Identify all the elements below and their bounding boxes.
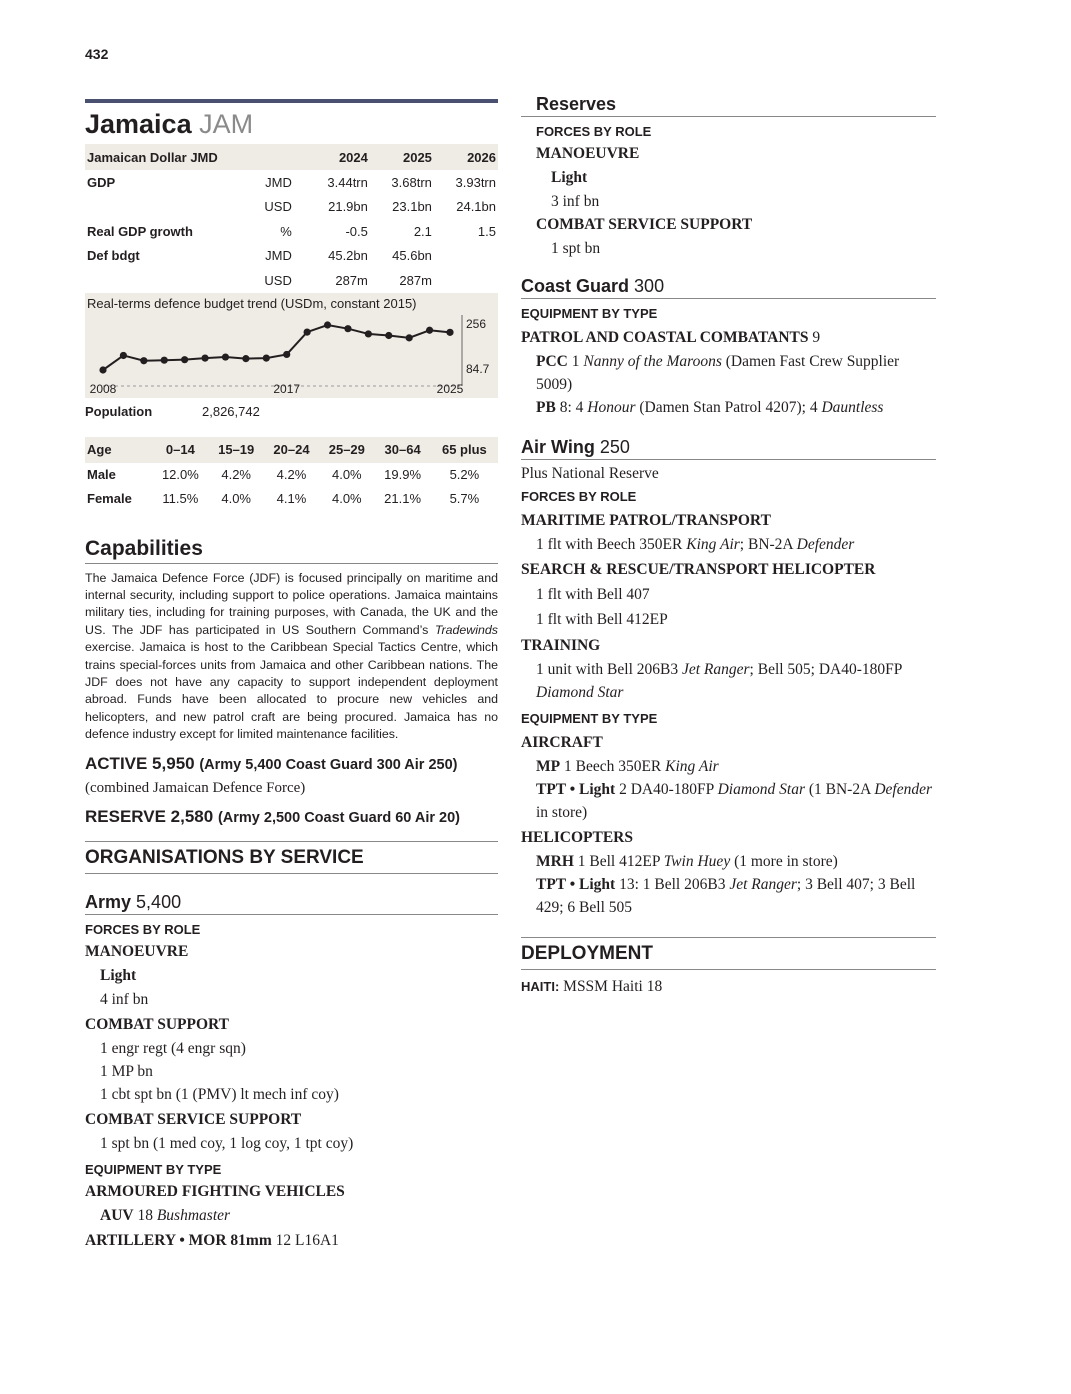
- unit-item: [521, 658, 936, 704]
- category: MARITIME PATROL/TRANSPORT: [521, 512, 771, 529]
- unit-text: ; BN-2A: [739, 536, 793, 553]
- deployment-country: HAITI:: [521, 979, 560, 994]
- capabilities-text-part: The Jamaica Defence Force (JDF) is focused principally on maritime and internal security, including support to police operations. Jamaica maintains military ties, including for training purposes, with Canada, the UK and the US. The JDF has participated in US Southern Command’s: [85, 570, 498, 637]
- service-name: Army: [85, 891, 132, 912]
- data-point: [263, 354, 270, 361]
- reserve-strength: [85, 807, 498, 827]
- y-tick-label: 256: [466, 316, 487, 331]
- service-name: Air Wing: [521, 437, 595, 457]
- equipment-type: PCC: [536, 353, 568, 370]
- coast-guard-heading: [521, 276, 936, 299]
- page-number: 432: [85, 46, 109, 62]
- equipment-detail: ; 3 Bell 407; 3 Bell 429; 6 Bell 505: [536, 876, 916, 916]
- equipment-by-type: EQUIPMENT BY TYPE: [521, 306, 658, 321]
- category-count: 9: [812, 329, 821, 346]
- series-line: [103, 325, 450, 370]
- data-point: [242, 355, 249, 362]
- econ-value: 3.44trn: [327, 174, 368, 190]
- y-tick-label: 84.7: [466, 361, 490, 376]
- category: COMBAT SERVICE SUPPORT: [85, 1110, 302, 1128]
- age-cell: 4.0%: [331, 467, 362, 482]
- equipment-item: [521, 850, 936, 873]
- econ-label: [85, 195, 243, 220]
- forces-by-role: FORCES BY ROLE: [536, 124, 652, 139]
- equipment-detail: 12 L16A1: [275, 1231, 339, 1249]
- economic-table: [85, 144, 498, 293]
- service-strength: 250: [599, 437, 630, 457]
- age-header: 15–19: [209, 437, 264, 463]
- equipment-detail: in store): [536, 804, 588, 821]
- subcategory: Light: [100, 966, 137, 984]
- age-cell: 4.0%: [221, 491, 251, 506]
- age-cell: 4.0%: [331, 491, 362, 506]
- country-code: JAM: [199, 109, 254, 139]
- equipment-type: AUV: [100, 1206, 134, 1224]
- econ-row: [85, 268, 498, 293]
- category: TRAINING: [521, 637, 601, 654]
- unit-item: 1 spt bn: [551, 240, 601, 257]
- data-point: [201, 354, 208, 361]
- left-column: [85, 99, 498, 1253]
- country-header-bar: [85, 99, 498, 103]
- category: MANOEUVRE: [536, 145, 640, 162]
- age-cell: 19.9%: [384, 467, 422, 482]
- equipment-item: [521, 396, 936, 419]
- econ-value: 23.1bn: [392, 199, 432, 215]
- category: SEARCH & RESCUE/TRANSPORT HELICOPTER: [521, 561, 876, 578]
- org-heading: ORGANISATIONS BY SERVICE: [85, 841, 498, 874]
- equipment-name: Diamond Star: [536, 684, 624, 701]
- age-cell: 11.5%: [162, 491, 199, 506]
- right-column: [521, 94, 936, 996]
- age-header-row: [85, 437, 498, 463]
- equipment-name: King Air: [686, 536, 740, 553]
- service-strength: 300: [634, 276, 665, 296]
- equipment-by-type: EQUIPMENT BY TYPE: [521, 711, 658, 726]
- data-point: [365, 330, 372, 337]
- unit-item: 3 inf bn: [551, 193, 600, 210]
- equipment-detail: (Damen Fast Crew Supplier 5009): [536, 353, 900, 393]
- reserve-total: RESERVE 2,580: [85, 806, 214, 826]
- unit-text: ; Bell 505; DA40-180FP: [749, 661, 902, 678]
- econ-label: GDP: [87, 174, 116, 190]
- data-point: [120, 351, 127, 358]
- equipment-type: MRH: [536, 853, 574, 870]
- equipment-name: King Air: [665, 758, 719, 775]
- age-cell: 5.2%: [449, 467, 480, 482]
- population-row: [85, 398, 498, 426]
- country-name: Jamaica: [85, 109, 192, 139]
- age-cell: 21.1%: [384, 491, 422, 506]
- age-cell: 4.1%: [276, 491, 307, 506]
- capabilities-heading: Capabilities: [85, 537, 498, 564]
- econ-row: [85, 244, 498, 269]
- equipment-detail: 2 DA40-180FP: [619, 781, 714, 798]
- x-tick-label: 2017: [273, 381, 301, 396]
- category: [85, 1229, 498, 1253]
- population-value: 2,826,742: [202, 403, 260, 419]
- econ-unit: JMD: [265, 174, 292, 190]
- unit-item: 4 inf bn: [100, 990, 149, 1008]
- deployment-entry: [521, 978, 936, 996]
- equipment-name: Bushmaster: [156, 1206, 231, 1224]
- active-total: ACTIVE 5,950: [85, 753, 195, 773]
- econ-value: -0.5: [345, 223, 368, 239]
- econ-value: 3.68trn: [391, 174, 432, 190]
- forces-by-role: FORCES BY ROLE: [85, 921, 201, 937]
- forces-by-role: FORCES BY ROLE: [521, 489, 637, 504]
- unit-text: 1 unit with Bell 206B3: [536, 661, 679, 678]
- chart-title: Real-terms defence budget trend (USDm, constant 2015): [87, 295, 417, 311]
- subcategory: Light: [551, 169, 588, 186]
- data-point: [446, 328, 453, 335]
- econ-value: 24.1bn: [456, 199, 496, 215]
- econ-currency: Jamaican Dollar JMD: [85, 144, 306, 170]
- equipment-detail: 1 Beech 350ER: [563, 758, 662, 775]
- econ-row: [85, 219, 498, 244]
- equipment-name: Dauntless: [821, 399, 884, 416]
- age-header: 65 plus: [431, 437, 498, 463]
- age-row-male: [85, 463, 498, 487]
- army-heading: [85, 892, 498, 915]
- equipment-type: PB: [536, 399, 556, 416]
- econ-value: 45.6bn: [392, 248, 432, 264]
- unit-item: [521, 533, 936, 556]
- data-point: [324, 321, 331, 328]
- equipment-count: 18: [137, 1206, 153, 1224]
- unit-item: 1 spt bn (1 med coy, 1 log coy, 1 tpt coy): [100, 1134, 354, 1152]
- active-strength: [85, 754, 498, 774]
- data-point: [304, 328, 311, 335]
- x-tick-label: 2008: [89, 381, 117, 396]
- age-row-female: [85, 487, 498, 511]
- econ-value: 2.1: [413, 223, 432, 239]
- budget-trend-panel: [85, 293, 498, 398]
- equipment-name: Nanny of the Maroons: [583, 353, 722, 370]
- econ-unit: USD: [264, 199, 292, 215]
- equipment-detail: (1 more in store): [734, 853, 838, 870]
- air-wing-heading: [521, 437, 936, 460]
- category: HELICOPTERS: [521, 829, 633, 846]
- category: MANOEUVRE: [85, 942, 189, 960]
- equipment-item: [521, 350, 936, 396]
- service-strength: 5,400: [136, 891, 182, 912]
- equipment-by-type: EQUIPMENT BY TYPE: [85, 1161, 222, 1177]
- age-cell: 12.0%: [161, 467, 199, 482]
- econ-value: 287m: [399, 272, 432, 288]
- category: COMBAT SUPPORT: [85, 1015, 229, 1033]
- equipment-item: [521, 755, 936, 778]
- equipment-name: Twin Huey: [663, 853, 731, 870]
- age-header: Age: [85, 437, 152, 463]
- deployment-heading: DEPLOYMENT: [521, 937, 936, 970]
- econ-row: [85, 170, 498, 195]
- age-header: 0–14: [152, 437, 208, 463]
- equipment-type: TPT • Light: [536, 781, 616, 798]
- category: ARMOURED FIGHTING VEHICLES: [85, 1182, 345, 1200]
- service-name: Reserves: [536, 94, 617, 114]
- equipment-detail: (1 BN-2A: [808, 781, 871, 798]
- unit-item: 1 MP bn: [100, 1062, 153, 1080]
- econ-row: [85, 195, 498, 220]
- equipment-item: [85, 1204, 498, 1227]
- equipment-type: MP: [536, 758, 561, 775]
- age-header: 30–64: [374, 437, 430, 463]
- econ-value: 45.2bn: [328, 248, 368, 264]
- equipment-name: Defender: [796, 536, 855, 553]
- unit-item: 1 flt with Bell 407: [536, 586, 650, 603]
- country-title: [85, 109, 498, 140]
- active-breakdown: (Army 5,400 Coast Guard 300 Air 250): [199, 756, 458, 773]
- equipment-item: [521, 778, 936, 824]
- econ-year: 2026: [434, 144, 498, 170]
- equipment-name: Jet Ranger: [681, 661, 750, 678]
- econ-value: [434, 268, 498, 293]
- unit-item: 1 flt with Bell 412EP: [536, 611, 668, 628]
- econ-label: [85, 268, 243, 293]
- age-header: 25–29: [319, 437, 374, 463]
- data-point: [385, 331, 392, 338]
- data-point: [181, 356, 188, 363]
- capabilities-text-italic: Tradewinds: [434, 622, 498, 637]
- equipment-detail: (Damen Stan Patrol 4207); 4: [639, 399, 818, 416]
- data-point: [222, 353, 229, 360]
- age-cell: 5.7%: [449, 491, 480, 506]
- air-wing-note: Plus National Reserve: [521, 465, 659, 482]
- equipment-name: Defender: [874, 781, 932, 798]
- category: COMBAT SERVICE SUPPORT: [536, 216, 753, 233]
- equipment-detail: 13: 1 Bell 206B3: [619, 876, 726, 893]
- data-point: [426, 326, 433, 333]
- unit-text: 1 flt with Beech 350ER: [536, 536, 683, 553]
- budget-trend-chart: [85, 293, 498, 398]
- equipment-type: TPT • Light: [536, 876, 616, 893]
- unit-item: 1 engr regt (4 engr sqn): [100, 1039, 246, 1057]
- econ-value: [434, 244, 498, 269]
- age-header: 20–24: [264, 437, 319, 463]
- equipment-name: Diamond Star: [717, 781, 805, 798]
- econ-value: 287m: [335, 272, 368, 288]
- econ-value: 3.93trn: [455, 174, 496, 190]
- equipment-item: [521, 873, 936, 919]
- data-point: [99, 366, 106, 373]
- age-cell: 4.2%: [276, 467, 307, 482]
- data-point: [140, 357, 147, 364]
- econ-label: Real GDP growth: [87, 223, 193, 239]
- age-cell: 4.2%: [221, 467, 251, 482]
- capabilities-text: [85, 570, 498, 744]
- econ-value: 21.9bn: [328, 199, 368, 215]
- econ-header-row: [85, 144, 498, 170]
- equipment-count: 1: [571, 353, 580, 370]
- reserve-breakdown: (Army 2,500 Coast Guard 60 Air 20): [217, 809, 460, 826]
- econ-value: 1.5: [477, 223, 496, 239]
- population-label: Population: [85, 403, 153, 419]
- reserves-heading: [521, 94, 936, 117]
- deployment-detail: MSSM Haiti 18: [563, 978, 663, 995]
- x-tick-label: 2025: [436, 381, 464, 396]
- data-point: [161, 356, 168, 363]
- econ-unit: USD: [264, 272, 292, 288]
- age-cell: Female: [87, 491, 132, 506]
- econ-year: 2025: [370, 144, 434, 170]
- category-label: PATROL AND COASTAL COMBATANTS: [521, 329, 809, 346]
- equipment-name: Jet Ranger: [729, 876, 797, 893]
- econ-unit: %: [280, 223, 292, 239]
- service-name: Coast Guard: [521, 276, 630, 296]
- econ-unit: JMD: [265, 248, 292, 264]
- unit-item: 1 cbt spt bn (1 (PMV) lt mech inf coy): [100, 1085, 339, 1103]
- active-note: (combined Jamaican Defence Force): [85, 779, 306, 796]
- equipment-name: Honour: [587, 399, 636, 416]
- data-point: [406, 334, 413, 341]
- equipment-count: 8: 4: [559, 399, 584, 416]
- capabilities-text-part: exercise. Jamaica is host to the Caribbean Special Tactics Centre, which trains special-forces units from Jamaica and other Caribbean nations. The JDF does not have any capacity to support independent deployment abroad. Funds have been allocated to procure new vehicles and helicopters, and new patrol craft are being procured. Jamaica has no defence industry except for limited maintenance facilities.: [85, 640, 498, 742]
- econ-label: Def bdgt: [87, 248, 140, 264]
- econ-year: 2024: [306, 144, 370, 170]
- age-cell: Male: [87, 467, 116, 482]
- equipment-type: ARTILLERY • MOR 81mm: [85, 1231, 272, 1249]
- equipment-detail: 1 Bell 412EP: [577, 853, 660, 870]
- data-point: [344, 325, 351, 332]
- category: [521, 326, 936, 350]
- category: AIRCRAFT: [521, 734, 603, 751]
- data-point: [283, 350, 290, 357]
- age-table: [85, 437, 498, 511]
